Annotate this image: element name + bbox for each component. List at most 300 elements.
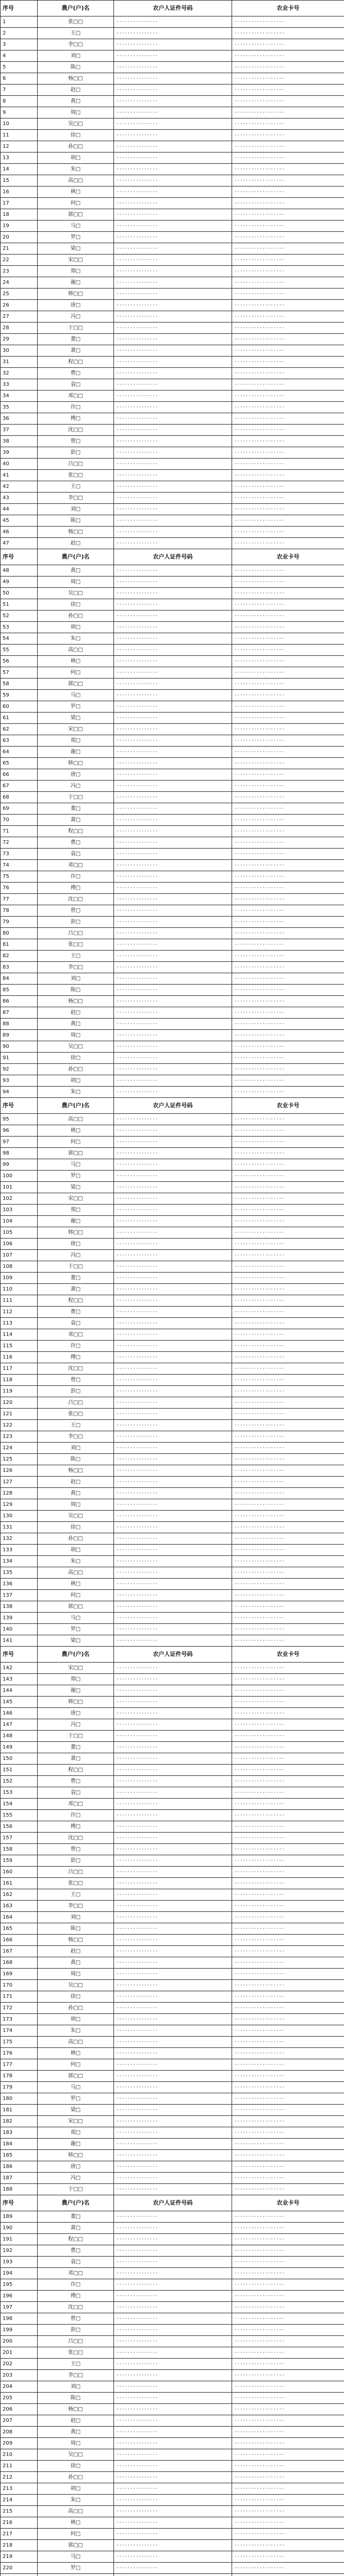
row-number: 215 [1,2506,38,2517]
col-header-name: 農户(户)名 [38,1,114,16]
row-number: 175 [1,2037,38,2048]
id-number: ··············· [114,1171,232,1182]
farmer-name: 梁□ [38,243,114,255]
farmer-name: 谢□ [38,1216,114,1227]
id-number: ··············· [114,1556,232,1567]
table-row [1,470,344,481]
table-row [1,1787,344,1799]
account-number: ·················· [232,826,344,837]
row-number: 120 [1,1397,38,1409]
farmer-name: 宋□□ [38,2116,114,2127]
table-row [1,871,344,883]
account-number: ·················· [232,447,344,459]
table-row [1,300,344,311]
row-number: 148 [1,1731,38,1742]
account-number: ·················· [232,1307,344,1318]
row-number: 10 [1,118,38,130]
account-number: ·················· [232,141,344,152]
account-number: ·················· [232,815,344,826]
table-row [1,1216,344,1227]
id-number: ··············· [114,849,232,860]
table-header-row [1,549,344,565]
farmer-name: 李□□ [38,493,114,504]
id-number: ··············· [114,1776,232,1787]
farmer-name: 高□□ [38,2037,114,2048]
farmer-name: 吕□□ [38,459,114,470]
account-number: ·················· [232,2359,344,2370]
id-number: ··············· [114,73,232,84]
table-row [1,50,344,62]
id-number: ··············· [114,1329,232,1341]
account-number: ·················· [232,1579,344,1590]
id-number: ··············· [114,481,232,493]
table-row [1,2223,344,2234]
table-row [1,357,344,368]
id-number: ··············· [114,96,232,107]
table-row [1,209,344,221]
row-number: 20 [1,232,38,243]
account-number: ·················· [232,860,344,871]
id-number: ··············· [114,28,232,39]
account-number: ·················· [232,2291,344,2302]
row-number: 25 [1,289,38,300]
id-number: ··············· [114,1363,232,1375]
table-row [1,2048,344,2059]
farmer-name: 徐□ [38,1053,114,1064]
row-number: 104 [1,1216,38,1227]
id-number: ··············· [114,883,232,894]
id-number: ··············· [114,345,232,357]
account-number: ·················· [232,2506,344,2517]
farmer-name: 马□ [38,2551,114,2563]
farmer-name: 唐□ [38,1708,114,1719]
farmer-name: 傅□ [38,883,114,894]
table-row [1,1969,344,1980]
table-row [1,883,344,894]
account-number: ·················· [232,917,344,928]
account-number: ·················· [232,1375,344,1386]
farmer-name: 谢□ [38,277,114,289]
farmer-name: 王□ [38,951,114,962]
table-row [1,2257,344,2268]
account-number: ·················· [232,1171,344,1182]
table-row [1,2279,344,2291]
table-row [1,588,344,599]
row-number: 19 [1,221,38,232]
table-row [1,917,344,928]
account-number: ·················· [232,1053,344,1064]
account-number: ·················· [232,1352,344,1363]
row-number: 145 [1,1697,38,1708]
account-number: ·················· [232,1613,344,1624]
account-number: ·················· [232,1499,344,1511]
account-number: ·················· [232,1443,344,1454]
row-number: 28 [1,323,38,334]
table-row [1,2173,344,2184]
table-row [1,2003,344,2014]
row-number: 212 [1,2472,38,2483]
account-number: ·················· [232,255,344,266]
account-number: ·················· [232,1601,344,1613]
account-number [232,2574,344,2576]
table-row [1,1019,344,1030]
account-number: ·················· [232,1216,344,1227]
col-header-no: 序号 [1,1,38,16]
row-number: 21 [1,243,38,255]
row-number: 154 [1,1799,38,1810]
table-row [1,1375,344,1386]
id-number: ··············· [114,209,232,221]
table-row [1,255,344,266]
id-number: ··············· [114,1799,232,1810]
account-number: ·················· [232,645,344,656]
row-number: 79 [1,917,38,928]
account-number: ·················· [232,1007,344,1019]
table-row [1,118,344,130]
farmer-name: 冯□ [38,311,114,323]
id-number: ··············· [114,588,232,599]
row-number: 2 [1,28,38,39]
id-number: ··············· [114,130,232,141]
farmer-name: 杨□□ [38,527,114,538]
account-number: ·················· [232,1488,344,1499]
id-number: ··············· [114,860,232,871]
row-number: 123 [1,1431,38,1443]
table-row [1,16,344,28]
row-number: 193 [1,2257,38,2268]
account-number: ·················· [232,1511,344,1522]
row-number: 95 [1,1114,38,1125]
table-row [1,221,344,232]
row-number: 4 [1,50,38,62]
table-row [1,747,344,758]
farmer-name: 曾□ [38,1844,114,1855]
row-number: 142 [1,1663,38,1674]
account-number: ·················· [232,939,344,951]
account-number: ·················· [232,1363,344,1375]
farmer-name: 谢□ [38,747,114,758]
id-number: ··············· [114,232,232,243]
row-number: 147 [1,1719,38,1731]
table-row [1,1431,344,1443]
id-number: ··············· [114,1148,232,1159]
table-row [1,1855,344,1867]
account-number: ·················· [232,1867,344,1878]
table-row [1,2506,344,2517]
id-number: ··············· [114,289,232,300]
table-row [1,1663,344,1674]
id-number: ··············· [114,1182,232,1193]
farmer-name: 彭□ [38,917,114,928]
farmer-name: 朱□ [38,2495,114,2506]
account-number: ·················· [232,2082,344,2093]
row-number: 1 [1,16,38,28]
farmer-name: 曹□ [38,1776,114,1787]
row-number: 101 [1,1182,38,1193]
row-number: 207 [1,2415,38,2427]
account-number: ·················· [232,527,344,538]
account-number: ·················· [232,1075,344,1087]
table-row [1,1205,344,1216]
table-row [1,1087,344,1098]
id-number: ··············· [114,255,232,266]
row-number: 8 [1,96,38,107]
row-number: 127 [1,1477,38,1488]
account-number: ·················· [232,1697,344,1708]
account-number: ·················· [232,2173,344,2184]
farmer-name: 沈□□ [38,894,114,905]
account-number: ·················· [232,1776,344,1787]
id-number: ··············· [114,1810,232,1821]
farmer-name: 彭□ [38,2325,114,2336]
table-row [1,243,344,255]
table-row [1,2381,344,2393]
row-number: 139 [1,1613,38,1624]
account-number: ·················· [232,1064,344,1075]
row-number: 199 [1,2325,38,2336]
row-number: 220 [1,2563,38,2574]
row-number: 73 [1,849,38,860]
account-number: ·················· [232,277,344,289]
id-number: ··············· [114,1821,232,1833]
id-number: ··············· [114,1125,232,1137]
farmer-name: 孙□□ [38,1064,114,1075]
row-number: 131 [1,1522,38,1533]
row-number: 43 [1,493,38,504]
id-number: ··············· [114,470,232,481]
table-row [1,1159,344,1171]
id-number: ··············· [114,1833,232,1844]
id-number: ··············· [114,973,232,985]
account-number: ·················· [232,2438,344,2449]
account-number: ·················· [232,1522,344,1533]
row-number: 108 [1,1261,38,1273]
id-number: ··············· [114,493,232,504]
account-number: ·················· [232,2127,344,2139]
id-number: ··············· [114,1579,232,1590]
table-row [1,849,344,860]
account-number: ·················· [232,2059,344,2071]
id-number: ··············· [114,300,232,311]
account-number: ·················· [232,1087,344,1098]
table-row [1,905,344,917]
id-number: ··············· [114,996,232,1007]
id-number: ··············· [114,2370,232,2381]
id-number: ··············· [114,1522,232,1533]
row-number: 180 [1,2093,38,2105]
id-number: ··············· [114,436,232,447]
farmer-name: 郑□ [38,735,114,747]
farmer-name: 赵□ [38,538,114,549]
account-number: ·················· [232,781,344,792]
account-number: ·················· [232,1409,344,1420]
farmer-name: 林□ [38,1579,114,1590]
account-number: ·················· [232,402,344,413]
farmer-name: 曹□ [38,837,114,849]
table-row [1,577,344,588]
row-number: 14 [1,164,38,175]
table-row [1,1957,344,1969]
farmer-name: 刘□ [38,2381,114,2393]
table-row [1,2438,344,2449]
account-number: ·················· [232,2313,344,2325]
row-number: 62 [1,724,38,735]
table-row [1,493,344,504]
row-number: 156 [1,1821,38,1833]
id-number: ··············· [114,1030,232,1041]
account-number: ·················· [232,2150,344,2161]
account-number: ·················· [232,198,344,209]
row-number: 214 [1,2495,38,2506]
table-row [1,2393,344,2404]
id-number: ··············· [114,1273,232,1284]
table-row [1,2336,344,2347]
row-number: 72 [1,837,38,849]
account-number: ·················· [232,1533,344,1545]
row-number: 75 [1,871,38,883]
row-number: 211 [1,2461,38,2472]
table-row [1,1753,344,1765]
row-number: 150 [1,1753,38,1765]
table-row [1,1318,344,1329]
id-number: ··············· [114,1227,232,1239]
account-number: ·················· [232,996,344,1007]
account-number: ·················· [232,2234,344,2245]
table-row [1,1465,344,1477]
table-row [1,1613,344,1624]
account-number: ·················· [232,1878,344,1889]
col-header-account: 农业卡号 [232,549,344,565]
row-number: 9 [1,107,38,118]
id-number: ··············· [114,1053,232,1064]
farmer-name: 高□□ [38,175,114,187]
table-row [1,232,344,243]
farmer-name: 萧□ [38,1284,114,1295]
farmer-name: 冯□ [38,2173,114,2184]
farmer-name: 程□□ [38,1295,114,1307]
table-row [1,1409,344,1420]
table-row [1,860,344,871]
account-number: ·················· [232,2257,344,2268]
id-number: ··············· [114,1787,232,1799]
row-number: 92 [1,1064,38,1075]
table-row [1,2563,344,2574]
row-number [1,2574,38,2576]
account-number: ·················· [232,391,344,402]
farmer-name: 吴□□ [38,588,114,599]
table-row [1,379,344,391]
farmer-name: 唐□ [38,2161,114,2173]
row-number: 163 [1,1901,38,1912]
row-number: 26 [1,300,38,311]
table-row [1,96,344,107]
id-number: ··············· [114,459,232,470]
id-number: ··············· [114,1697,232,1708]
id-number: ··············· [114,1386,232,1397]
account-number: ·················· [232,577,344,588]
farmer-name: 王□ [38,28,114,39]
table-row [1,1923,344,1935]
row-number: 65 [1,758,38,769]
table-row [1,1685,344,1697]
id-number: ··············· [114,402,232,413]
id-number: ··············· [114,2150,232,2161]
id-number: ··············· [114,1624,232,1635]
table-row [1,837,344,849]
table-row [1,459,344,470]
row-number: 46 [1,527,38,538]
table-row [1,2025,344,2037]
account-number: ·················· [232,1969,344,1980]
id-number: ··············· [114,1488,232,1499]
id-number: ··············· [114,2082,232,2093]
row-number: 110 [1,1284,38,1295]
row-number: 89 [1,1030,38,1041]
id-number: ··············· [114,1216,232,1227]
farmer-name: 朱□ [38,633,114,645]
row-number: 45 [1,515,38,527]
id-number: ··············· [114,1499,232,1511]
table-row [1,2116,344,2127]
row-number: 219 [1,2551,38,2563]
farmer-name: 何□ [38,1590,114,1601]
account-number: ·················· [232,1674,344,1685]
farmer-name: 孙□□ [38,1533,114,1545]
farmer-name: 李□□ [38,2370,114,2381]
row-number: 115 [1,1341,38,1352]
account-number: ·················· [232,2184,344,2195]
farmer-name: 韩□□ [38,1697,114,1708]
table-row [1,2472,344,2483]
farmer-name: 高□□ [38,1567,114,1579]
id-number: ··············· [114,1114,232,1125]
row-number: 165 [1,1923,38,1935]
row-number: 117 [1,1363,38,1375]
account-number: ·················· [232,1855,344,1867]
table-row [1,1912,344,1923]
account-number: ·················· [232,1889,344,1901]
row-number: 155 [1,1810,38,1821]
id-number: ··············· [114,16,232,28]
table-row [1,2359,344,2370]
id-number: ··············· [114,357,232,368]
id-number: ··············· [114,2071,232,2082]
account-number: ·················· [232,2381,344,2393]
farmer-name: 曾□ [38,2313,114,2325]
account-number: ·················· [232,1250,344,1261]
id-number: ··············· [114,1397,232,1409]
farmer-name: 胡□ [38,1545,114,1556]
row-number: 153 [1,1787,38,1799]
table-row [1,1193,344,1205]
account-number: ·················· [232,679,344,690]
account-number: ·················· [232,565,344,577]
row-number: 7 [1,84,38,96]
table-row [1,538,344,549]
id-number: ··············· [114,1307,232,1318]
id-number: ··············· [114,2302,232,2313]
row-number: 13 [1,152,38,164]
id-number: ··············· [114,577,232,588]
table-row [1,2139,344,2150]
table-row [1,973,344,985]
row-number: 76 [1,883,38,894]
table-row [1,447,344,459]
account-number: ·················· [232,1901,344,1912]
account-number: ·················· [232,1227,344,1239]
farmer-name: 林□ [38,2517,114,2529]
table-row [1,1007,344,1019]
